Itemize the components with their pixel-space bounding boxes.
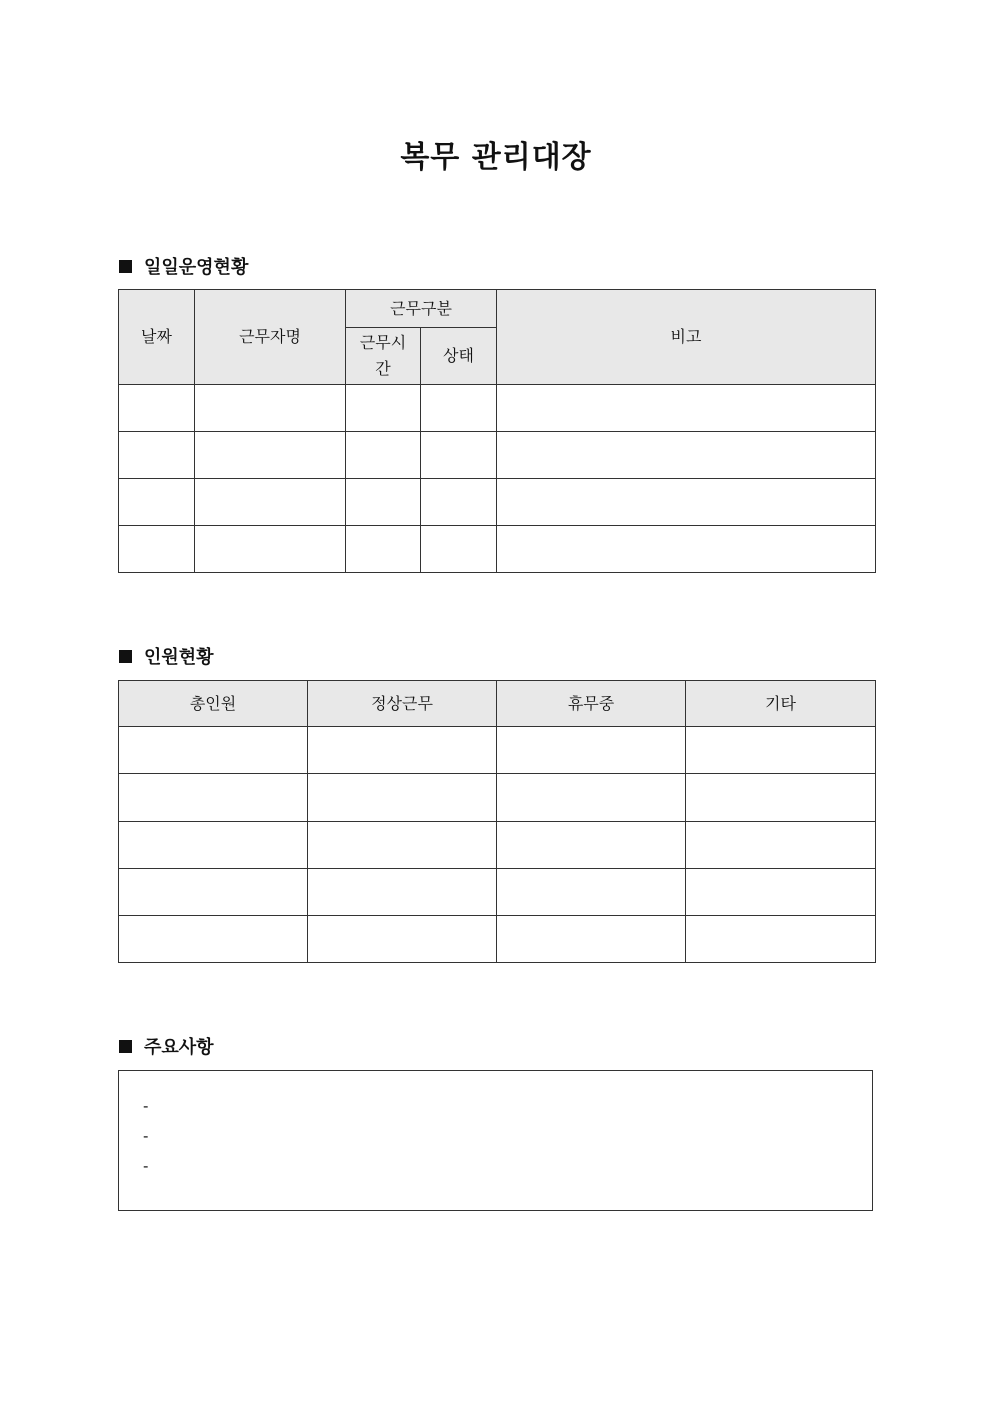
cell-total[interactable] bbox=[119, 774, 308, 822]
table-row bbox=[119, 916, 876, 963]
table-row bbox=[119, 479, 876, 526]
black-square-icon bbox=[119, 260, 132, 273]
cell-leave[interactable] bbox=[497, 916, 686, 963]
cell-other[interactable] bbox=[686, 869, 876, 916]
table-row bbox=[119, 526, 876, 573]
header-normal-duty: 정상근무 bbox=[308, 681, 497, 727]
cell-other[interactable] bbox=[686, 822, 876, 869]
cell-leave[interactable] bbox=[497, 774, 686, 822]
cell-remarks[interactable] bbox=[497, 385, 876, 432]
table-row bbox=[119, 432, 876, 479]
page-title: 복무 관리대장 bbox=[400, 140, 592, 175]
cell-remarks[interactable] bbox=[497, 479, 876, 526]
cell-leave[interactable] bbox=[497, 822, 686, 869]
black-square-icon bbox=[119, 650, 132, 663]
table-row bbox=[119, 869, 876, 916]
staff-status-table bbox=[118, 680, 876, 963]
header-worker-name: 근무자명 bbox=[195, 290, 346, 385]
header-date: 날짜 bbox=[119, 290, 195, 385]
note-item: - bbox=[143, 1127, 149, 1145]
header-remarks: 비고 bbox=[497, 290, 876, 385]
cell-leave[interactable] bbox=[497, 869, 686, 916]
cell-hours[interactable] bbox=[346, 385, 421, 432]
cell-worker[interactable] bbox=[195, 526, 346, 573]
cell-status[interactable] bbox=[421, 526, 497, 573]
cell-total[interactable] bbox=[119, 727, 308, 774]
cell-hours[interactable] bbox=[346, 479, 421, 526]
table-row bbox=[119, 385, 876, 432]
cell-total[interactable] bbox=[119, 869, 308, 916]
header-total-staff: 총인원 bbox=[119, 681, 308, 727]
cell-normal[interactable] bbox=[308, 916, 497, 963]
cell-date[interactable] bbox=[119, 479, 195, 526]
section-heading-notes-label: 주요사항 bbox=[144, 1037, 214, 1058]
note-item: - bbox=[143, 1157, 149, 1175]
cell-hours[interactable] bbox=[346, 432, 421, 479]
table-row bbox=[119, 727, 876, 774]
cell-status[interactable] bbox=[421, 479, 497, 526]
cell-worker[interactable] bbox=[195, 432, 346, 479]
table-row bbox=[119, 822, 876, 869]
header-status: 상태 bbox=[421, 328, 497, 385]
header-on-leave: 휴무중 bbox=[497, 681, 686, 727]
black-square-icon bbox=[119, 1040, 132, 1053]
header-work-type: 근무구분 bbox=[346, 290, 497, 328]
cell-worker[interactable] bbox=[195, 385, 346, 432]
cell-remarks[interactable] bbox=[497, 526, 876, 573]
cell-leave[interactable] bbox=[497, 727, 686, 774]
cell-total[interactable] bbox=[119, 916, 308, 963]
cell-other[interactable] bbox=[686, 727, 876, 774]
daily-operation-table bbox=[118, 289, 876, 573]
cell-status[interactable] bbox=[421, 432, 497, 479]
cell-normal[interactable] bbox=[308, 822, 497, 869]
header-work-hours: 근무시간 bbox=[346, 328, 421, 385]
cell-worker[interactable] bbox=[195, 479, 346, 526]
cell-normal[interactable] bbox=[308, 869, 497, 916]
cell-remarks[interactable] bbox=[497, 432, 876, 479]
cell-date[interactable] bbox=[119, 432, 195, 479]
table-row bbox=[119, 774, 876, 822]
section-heading-staff-label: 인원현황 bbox=[144, 647, 214, 668]
cell-other[interactable] bbox=[686, 916, 876, 963]
cell-normal[interactable] bbox=[308, 774, 497, 822]
cell-normal[interactable] bbox=[308, 727, 497, 774]
section-heading-notes bbox=[119, 1033, 214, 1059]
cell-date[interactable] bbox=[119, 385, 195, 432]
notes-box[interactable] bbox=[118, 1070, 873, 1211]
section-heading-daily bbox=[119, 253, 248, 279]
note-item: - bbox=[143, 1097, 149, 1115]
cell-total[interactable] bbox=[119, 822, 308, 869]
header-other: 기타 bbox=[686, 681, 876, 727]
section-heading-staff bbox=[119, 643, 214, 669]
cell-hours[interactable] bbox=[346, 526, 421, 573]
cell-date[interactable] bbox=[119, 526, 195, 573]
cell-status[interactable] bbox=[421, 385, 497, 432]
section-heading-daily-label: 일일운영현황 bbox=[144, 257, 249, 278]
cell-other[interactable] bbox=[686, 774, 876, 822]
